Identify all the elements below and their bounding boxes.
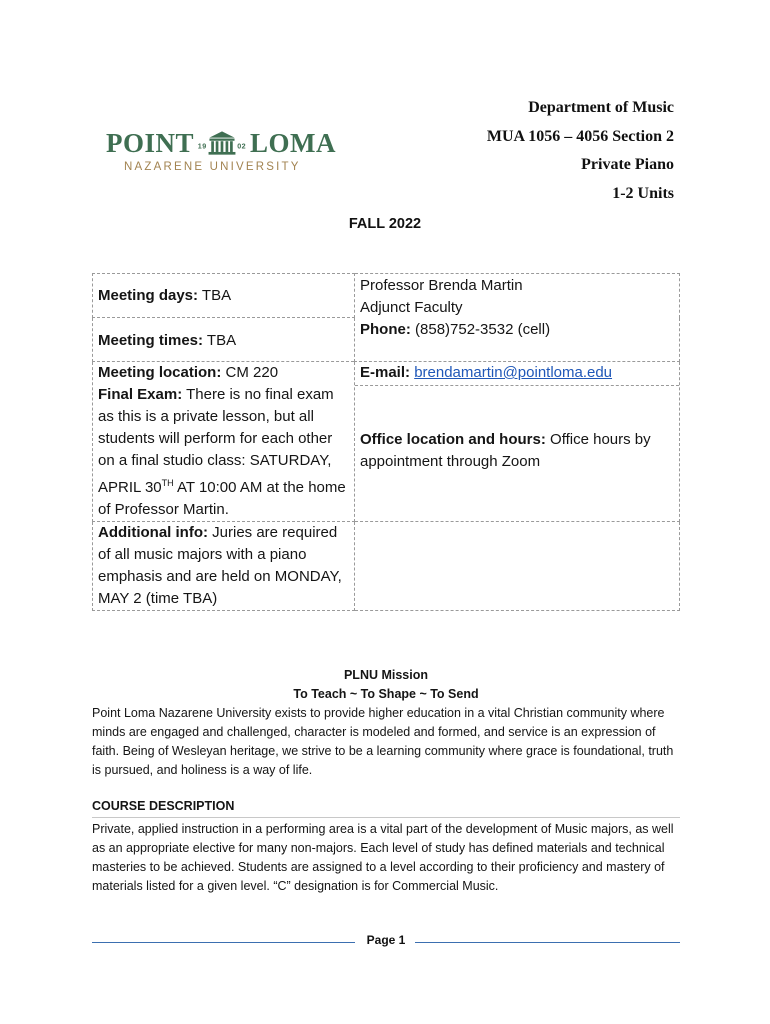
term-label: FALL 2022 [348, 216, 422, 232]
meeting-days-value: TBA [198, 287, 232, 304]
course-description-section [92, 797, 680, 896]
contact-cell [355, 362, 680, 522]
professor-name: Professor Brenda Martin [360, 277, 523, 294]
meeting-times-value: TBA [203, 332, 237, 349]
page-number: Page 1 [366, 933, 406, 947]
final-exam-text [98, 384, 350, 521]
office-label: Office location and hours: [360, 431, 546, 448]
course-description-body: Private, applied instruction in a performing area is a vital part of the development of Music majors, as well as an appropriate elective for many non-majors. Each level of study has defined materials and technical masteries to be achieved. Students are assigned to a level according to their proficiency and mastery of materials listed for a given level. “C” designation is for Commercial Music. [92, 822, 674, 893]
final-exam-sup: TH [161, 478, 174, 488]
final-exam-text-2: AT 10:00 AM at the home of Professor Martin. [98, 479, 346, 518]
location-exam-cell [93, 362, 355, 522]
course-units: 1-2 Units [612, 184, 674, 202]
mission-section [92, 666, 680, 780]
table-row [93, 362, 680, 522]
logo-year-left: 19 [197, 142, 207, 151]
page-footer [92, 933, 680, 953]
meeting-times-label: Meeting times: [98, 332, 204, 349]
course-number: MUA 1056 – 4056 Section 2 [486, 127, 674, 145]
additional-info-value: Juries are required of all music majors with a piano emphasis and are held on MONDAY, MAY 2 (time TBA) [98, 524, 342, 607]
department-name: Department of Music [528, 99, 674, 116]
course-header [487, 94, 674, 208]
meeting-days-label: Meeting days: [98, 287, 199, 304]
office-hours-text [355, 385, 679, 473]
instructor-cell [355, 274, 680, 362]
logo-text-point: POINT [106, 128, 195, 158]
mission-title: PLNU Mission [343, 668, 429, 682]
meeting-times-cell [93, 318, 355, 362]
lighthouse-seal-icon [196, 128, 248, 158]
table-row [93, 274, 680, 318]
logo-subtitle: NAZARENE UNIVERSITY [124, 161, 301, 173]
phone-value: (858)752-3532 (cell) [410, 321, 551, 338]
mission-body: Point Loma Nazarene University exists to provide higher education in a vital Christian community where minds are engaged and challenged, character is modeled and formed, and service is an expression of faith. Being of Wesleyan heritage, we strive to be a learning community where grace is foundational, truth is pursued, and holiness is a way of life. [92, 706, 674, 777]
final-exam-text-1: There is no final exam as this is a private lesson, but all students will perform for each other on a final studio class: SATURDAY, APRIL 30 [98, 386, 334, 496]
additional-info-label: Additional info: [98, 524, 208, 541]
professor-title: Adjunct Faculty [360, 299, 463, 316]
course-description-heading: COURSE DESCRIPTION [92, 797, 680, 818]
meeting-days-cell [93, 274, 355, 318]
course-info-table [92, 273, 680, 611]
logo-year-right: 02 [237, 142, 247, 151]
empty-cell [355, 522, 680, 611]
email-link[interactable]: brendamartin@pointloma.edu [414, 364, 613, 381]
footer-rule-right [415, 942, 680, 943]
meeting-location-value: CM 220 [221, 364, 279, 381]
table-row [93, 522, 680, 611]
mission-tagline: To Teach ~ To Shape ~ To Send [293, 687, 479, 701]
course-title: Private Piano [581, 156, 674, 173]
meeting-location-line [98, 362, 350, 384]
meeting-location-label: Meeting location: [98, 364, 222, 381]
email-line [360, 362, 675, 384]
office-value: Office hours by appointment through Zoom [360, 431, 651, 470]
email-label: E-mail: [360, 364, 411, 381]
university-logo [106, 128, 336, 178]
additional-info-cell [93, 522, 355, 611]
phone-line [360, 319, 675, 341]
logo-text-loma: LOMA [250, 128, 336, 158]
final-exam-label: Final Exam: [98, 386, 183, 403]
logo-wordmark [106, 128, 336, 158]
phone-label: Phone: [360, 321, 411, 338]
